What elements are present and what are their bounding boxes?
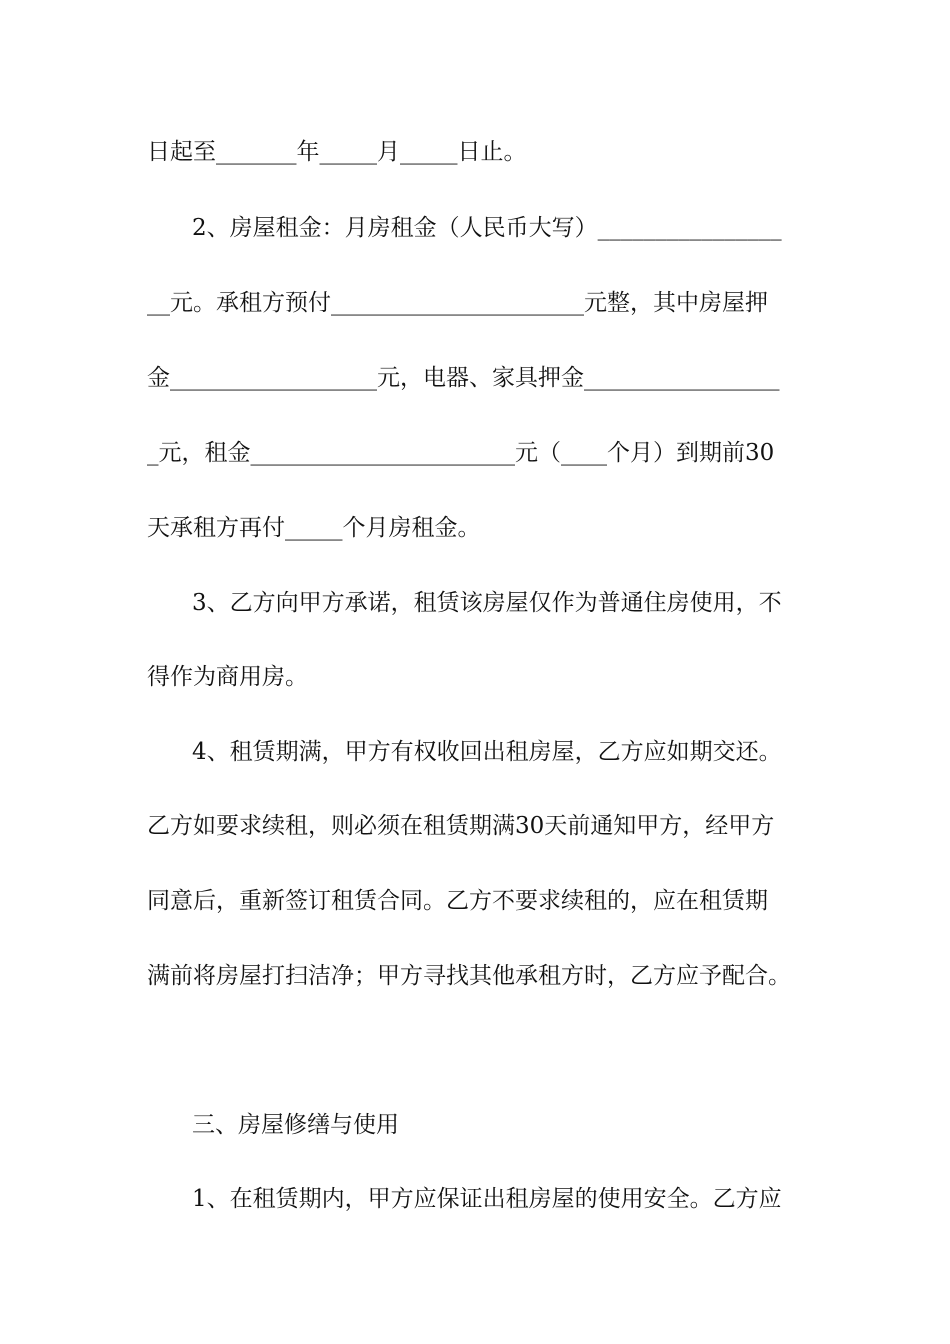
line-text: 天承租方再付_____个月房租金。: [147, 515, 481, 541]
line-text: __元。承租方预付______________________元整，其中房屋押: [147, 290, 768, 316]
line-text: 乙方如要求续租，则必须在租赁期满30天前通知甲方，经甲方: [147, 813, 775, 839]
text-line-12: [0, 956, 950, 996]
line-text: 1、在租赁期内，甲方应保证出租房屋的使用安全。乙方应: [192, 1186, 782, 1212]
line-text: 日起至_______年_____月_____日止。: [147, 139, 527, 165]
line-text: 三、房屋修缮与使用: [192, 1112, 399, 1138]
text-line-6: [0, 508, 950, 548]
section-heading: [0, 1105, 950, 1145]
text-line-11: [0, 881, 950, 921]
text-line-7: [0, 583, 950, 623]
text-line-4: [0, 358, 950, 398]
line-text: 2、房屋租金：月房租金（人民币大写）________________: [192, 215, 782, 241]
text-line-5: [0, 433, 950, 473]
line-text: 满前将房屋打扫洁净；甲方寻找其他承租方时，乙方应予配合。: [147, 963, 791, 989]
text-line-2: [0, 208, 950, 248]
text-line-3: [0, 283, 950, 323]
line-text: 3、乙方向甲方承诺，租赁该房屋仅作为普通住房使用，不: [192, 590, 782, 616]
text-line-8: [0, 657, 950, 697]
text-line-13: [0, 1179, 950, 1219]
line-text: 4、租赁期满，甲方有权收回出租房屋，乙方应如期交还。: [192, 739, 782, 765]
line-text: 同意后，重新签订租赁合同。乙方不要求续租的，应在租赁期: [147, 888, 768, 914]
text-line-1: [0, 132, 950, 172]
text-line-10: [0, 806, 950, 846]
text-line-9: [0, 732, 950, 772]
line-text: _元，租金_______________________元（____个月）到期前30: [147, 440, 775, 466]
line-text: 金__________________元，电器、家具押金_________________: [147, 365, 780, 391]
line-text: 得作为商用房。: [147, 664, 308, 690]
